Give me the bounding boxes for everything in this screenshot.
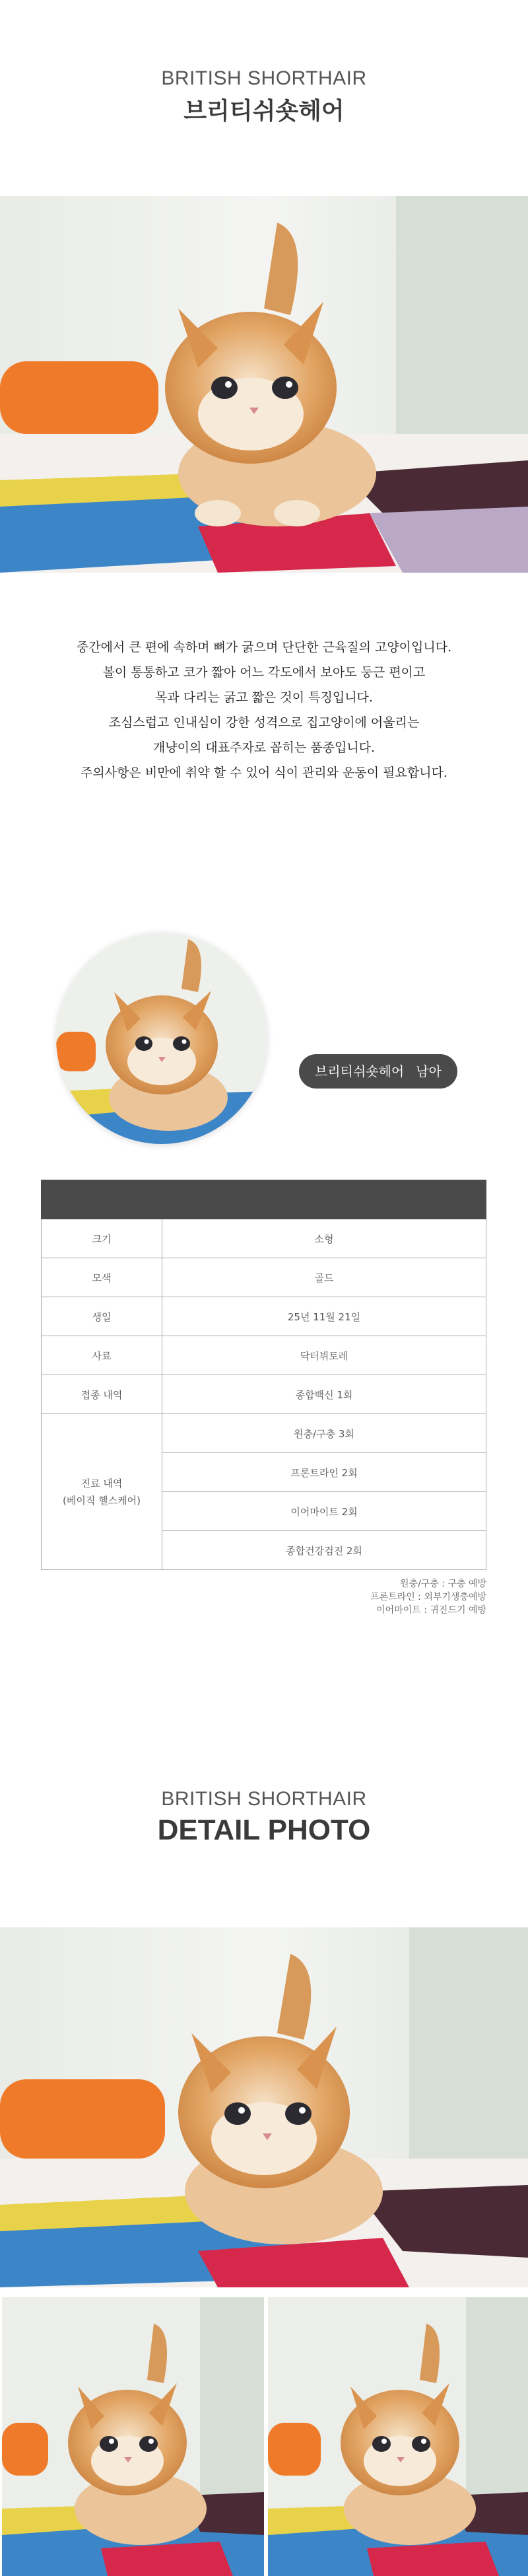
row-label: 모색	[42, 1258, 162, 1297]
description-line: 볼이 통통하고 코가 짧아 어느 각도에서 보아도 둥근 편이고	[102, 665, 426, 680]
detail-cat-photo-large	[0, 1927, 528, 2287]
badge-sex: 남아	[416, 1063, 442, 1079]
info-table	[41, 1180, 486, 1570]
hero-cat-photo	[0, 196, 528, 573]
row-label: 접종 내역	[42, 1375, 162, 1414]
header-title-ko: 브리티쉬숏헤어	[183, 98, 345, 125]
care-item: 이어마이트 2회	[162, 1492, 486, 1531]
table-row	[42, 1297, 486, 1336]
row-value: 골드	[162, 1258, 486, 1297]
profile-cat-photo	[56, 933, 267, 1144]
detail-cat-photo-left	[2, 2297, 264, 2576]
header-subtitle-en: BRITISH SHORTHAIR	[161, 67, 367, 89]
table-header-cell	[42, 1180, 162, 1219]
care-label	[42, 1414, 162, 1570]
badge-breed: 브리티쉬숏헤어	[315, 1063, 405, 1079]
row-label: 생일	[42, 1297, 162, 1336]
note-line: 이어마이트 : 귀진드기 예방	[376, 1605, 486, 1616]
description-line: 개냥이의 대표주자로 꼽히는 품종입니다.	[152, 740, 376, 755]
row-value: 25년 11월 21일	[162, 1297, 486, 1336]
breed-sex-badge	[299, 1054, 457, 1089]
description-line: 중간에서 큰 편에 속하며 뼈가 굵으며 단단한 근육질의 고양이입니다.	[76, 640, 452, 655]
table-row	[42, 1414, 486, 1453]
row-value: 닥터뷔토레	[162, 1336, 486, 1375]
note-line: 원충/구충 : 구충 예방	[400, 1579, 486, 1589]
note-line: 프론트라인 : 외부기생충예방	[370, 1592, 486, 1602]
care-label-line: 진료 내역	[81, 1477, 123, 1489]
table-header-row	[42, 1180, 486, 1219]
table-row	[42, 1375, 486, 1414]
care-label-line: (베이직 헬스케어)	[63, 1494, 141, 1507]
table-row	[42, 1219, 486, 1258]
care-item: 종합건강검진 2회	[162, 1531, 486, 1570]
description-line: 주의사항은 비만에 취약 할 수 있어 식이 관리와 운동이 필요합니다.	[81, 766, 447, 780]
care-item: 원충/구충 3회	[162, 1414, 486, 1453]
care-item: 프론트라인 2회	[162, 1453, 486, 1492]
row-value: 소형	[162, 1219, 486, 1258]
care-notes	[264, 1577, 486, 1617]
table-row	[42, 1336, 486, 1375]
row-value: 종합백신 1회	[162, 1375, 486, 1414]
detail-title-en: DETAIL PHOTO	[157, 1814, 371, 1846]
row-label: 크기	[42, 1219, 162, 1258]
description-line: 조심스럽고 인내심이 강한 성격으로 집고양이에 어울리는	[108, 715, 420, 730]
detail-cat-photo-right	[268, 2297, 528, 2576]
description-line: 목과 다리는 굵고 짧은 것이 특징입니다.	[155, 690, 373, 705]
table-row	[42, 1258, 486, 1297]
detail-subtitle-en: BRITISH SHORTHAIR	[161, 1788, 367, 1810]
breed-description	[0, 635, 528, 785]
table-header-cell	[162, 1180, 486, 1219]
row-label: 사료	[42, 1336, 162, 1375]
